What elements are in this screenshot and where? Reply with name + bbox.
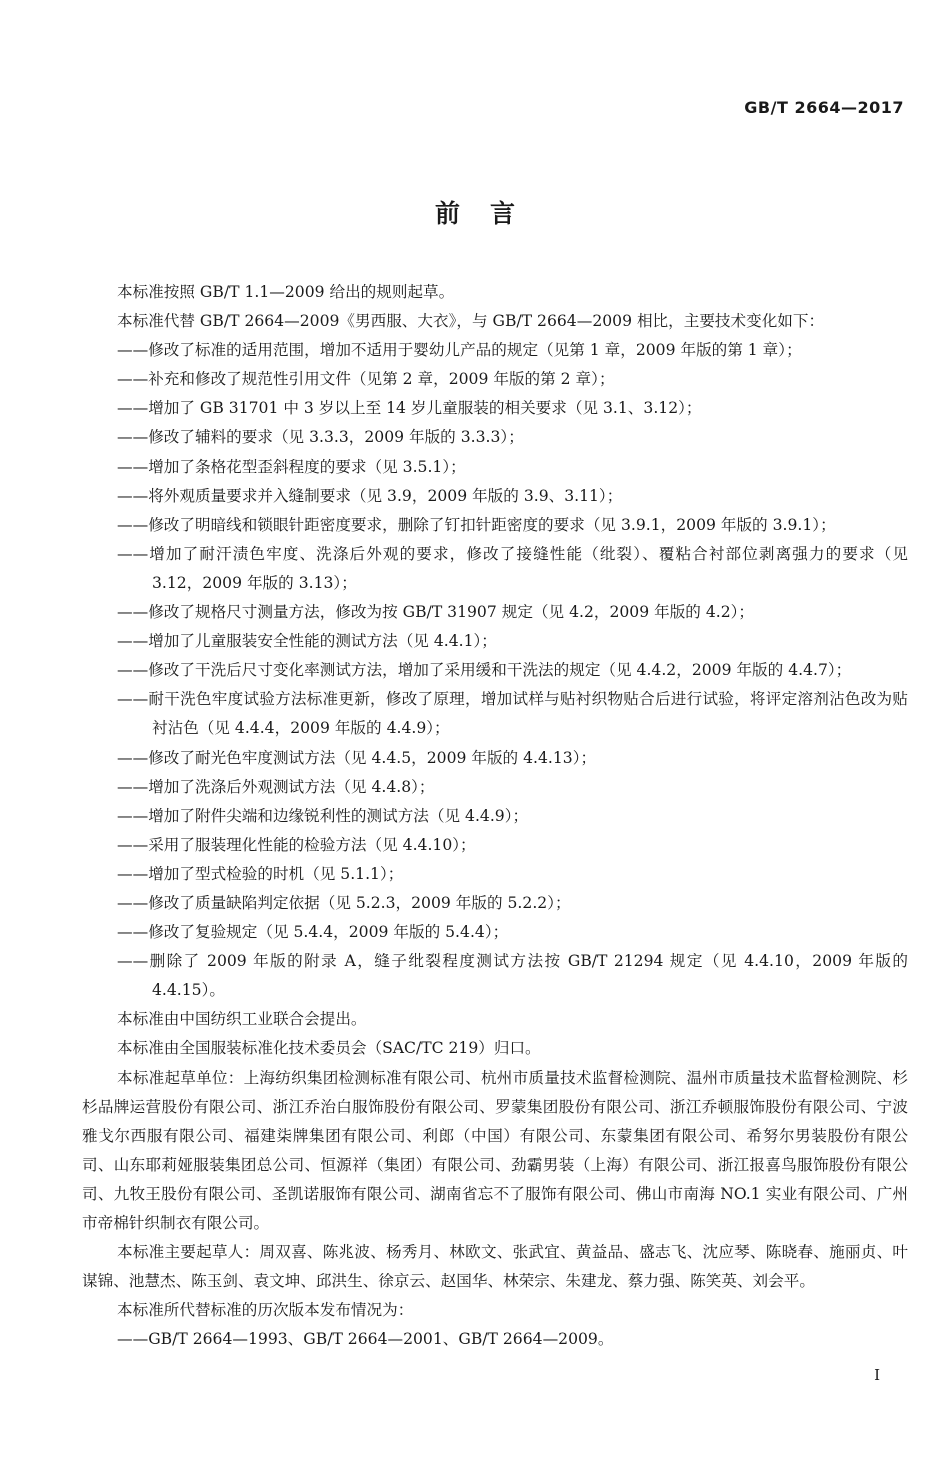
history-intro-paragraph: 本标准所代替标准的历次版本发布情况为： [117, 1301, 414, 1320]
change-item: ——增加了洗涤后外观测试方法（见 4.4.8）； [117, 777, 435, 796]
drafters-paragraph: 本标准主要起草人：周双喜、陈兆波、杨秀月、林欧文、张武宜、黄益品、盛志飞、沈应琴、陈晓春、施丽贞、叶谋锦、池慧杰、陈玉剑、袁文坤、邱洪生、徐京云、赵国华、林荣宗、朱建龙、蔡力强、陈笑英、刘会平。 [82, 1243, 908, 1291]
change-item: ——修改了质量缺陷判定依据（见 5.2.3，2009 年版的 5.2.2）； [117, 893, 571, 912]
intro-paragraph-1: 本标准按照 GB/T 1.1—2009 给出的规则起草。 [117, 283, 455, 301]
change-item: ——删除了 2009 年版的附录 A，缝子纰裂程度测试方法按 GB/T 21294 规定（见 4.4.10，2009 年版的 4.4.15）。 [117, 952, 908, 1000]
change-item: ——增加了型式检验的时机（见 5.1.1）； [117, 864, 404, 883]
change-item: ——耐干洗色牢度试验方法标准更新，修改了原理，增加试样与贴衬织物贴合后进行试验，将评定溶剂沾色改为贴衬沾色（见 4.4.4，2009 年版的 4.4.9）； [117, 690, 908, 738]
history-list-item: ——GB/T 2664—1993、GB/T 2664—2001、GB/T 2664—2009。 [117, 1330, 614, 1349]
change-item: ——补充和修改了规范性引用文件（见第 2 章，2009 年版的第 2 章）； [117, 370, 615, 389]
change-item: ——增加了条格花型歪斜程度的要求（见 3.5.1）； [117, 457, 466, 476]
change-item: ——修改了标准的适用范围，增加不适用于婴幼儿产品的规定（见第 1 章，2009 年版的第 1 章）； [117, 341, 802, 360]
change-item: ——增加了 GB 31701 中 3 岁以上至 14 岁儿童服装的相关要求（见 3.1、3.12）； [117, 399, 702, 418]
change-item: ——修改了复验规定（见 5.4.4，2009 年版的 5.4.4）； [117, 923, 509, 942]
page-number: I [874, 1366, 880, 1384]
change-item: ——增加了耐汗渍色牢度、洗涤后外观的要求，修改了接缝性能（纰裂）、覆粘合衬部位剥离强力的要求（见 3.12，2009 年版的 3.13）； [117, 544, 908, 592]
change-item: ——修改了规格尺寸测量方法，修改为按 GB/T 31907 规定（见 4.2，2009 年版的 4.2）； [117, 603, 755, 622]
standard-number: GB/T 2664—2017 [744, 98, 904, 117]
change-item: ——将外观质量要求并入缝制要求（见 3.9，2009 年版的 3.9、3.11）； [117, 486, 623, 505]
change-item: ——采用了服装理化性能的检验方法（见 4.4.10）； [117, 835, 476, 854]
jurisdiction-paragraph: 本标准由全国服装标准化技术委员会（SAC/TC 219）归口。 [117, 1039, 541, 1058]
change-item: ——增加了儿童服装安全性能的测试方法（见 4.4.1）； [117, 632, 497, 651]
change-item: ——增加了附件尖端和边缘锐利性的测试方法（见 4.4.9）； [117, 806, 529, 825]
page-title: 前言 [434, 199, 545, 228]
drafting-units-paragraph: 本标准起草单位：上海纺织集团检测标准有限公司、杭州市质量技术监督检测院、温州市质量技术监督检测院、杉杉品牌运营股份有限公司、浙江乔治白服饰股份有限公司、罗蒙集团股份有限公司、浙江乔顿服饰股份有限公司、宁波雅戈尔西服有限公司、福建柒牌集团有限公司、利郎（中国）有限公司、东蒙集团有限公司、希努尔男装股份有限公司、山东耶莉娅服装集团总公司、恒源祥（集团）有限公司、劲霸男装（上海）有限公司、浙江报喜鸟服饰股份有限公司、九牧王股份有限公司、圣凯诺服饰有限公司、湖南省忘不了服饰有限公司、佛山市南海 NO.1 实业有限公司、广州市帝棉针织制衣有限公司。 [82, 1068, 908, 1232]
proposed-by-paragraph: 本标准由中国纺织工业联合会提出。 [117, 1010, 367, 1029]
change-item: ——修改了干洗后尺寸变化率测试方法，增加了采用缓和干洗法的规定（见 4.4.2，2009 年版的 4.4.7）； [117, 661, 852, 680]
change-item: ——修改了耐光色牢度测试方法（见 4.4.5，2009 年版的 4.4.13）； [117, 748, 597, 767]
change-item: ——修改了辅料的要求（见 3.3.3，2009 年版的 3.3.3）； [117, 428, 524, 447]
change-item: ——修改了明暗线和锁眼针距密度要求，删除了钉扣针距密度的要求（见 3.9.1，2009 年版的 3.9.1）； [117, 515, 836, 534]
preface-body [82, 278, 908, 1354]
intro-paragraph-2: 本标准代替 GB/T 2664—2009《男西服、大衣》，与 GB/T 2664—2009 相比，主要技术变化如下： [117, 312, 825, 331]
